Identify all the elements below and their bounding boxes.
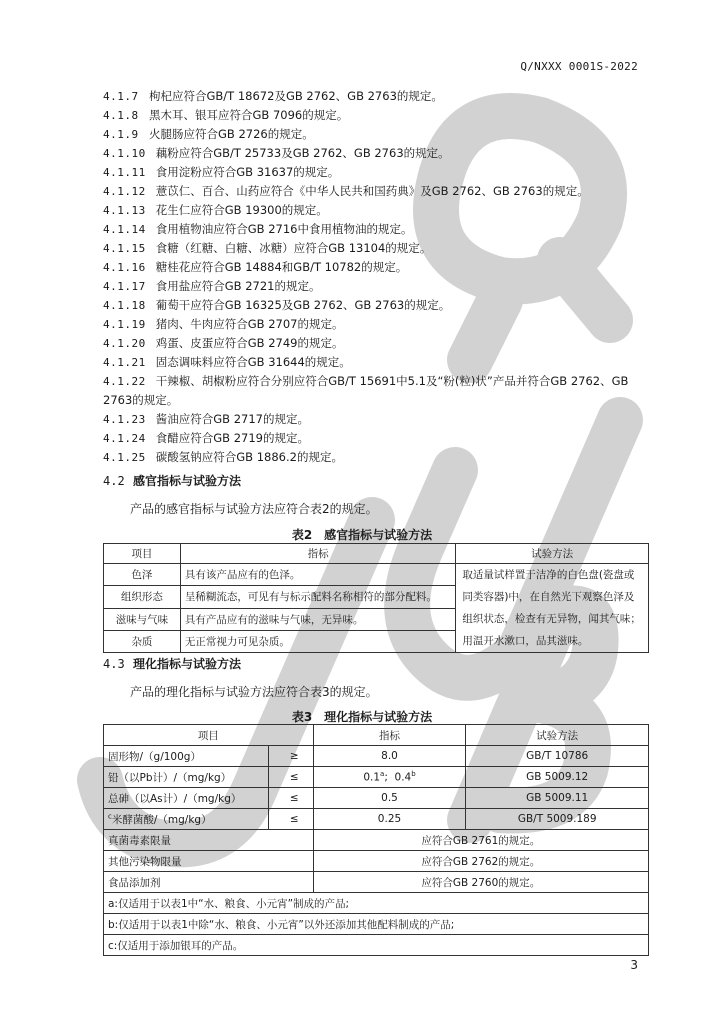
table-row bbox=[104, 851, 649, 872]
clause-item bbox=[103, 277, 663, 296]
clause-text: 碳酸氢钠应符合GB 1886.2的规定。 bbox=[155, 450, 343, 464]
clause-text: 食用植物油应符合GB 2716中食用植物油的规定。 bbox=[155, 222, 413, 236]
item-cell: 杂质 bbox=[104, 630, 181, 652]
section-number: 4.3 bbox=[103, 657, 125, 671]
indicator-cell: 0.1$^a$; 0.4$^b$ bbox=[313, 767, 466, 788]
clause-item bbox=[103, 87, 663, 106]
table-note: c:仅适用于添加银耳的产品。 bbox=[104, 935, 649, 956]
table-row bbox=[104, 872, 649, 893]
section-title: 感官指标与试验方法 bbox=[133, 474, 242, 488]
table-row bbox=[104, 830, 649, 851]
table-note: a:仅适用于以表1中“水、粮食、小元宵”制成的产品; bbox=[104, 893, 649, 914]
table-caption: 表2 感官指标与试验方法 bbox=[291, 528, 433, 542]
clause-number: 4.1.22 bbox=[103, 375, 146, 388]
item-cell: 色泽 bbox=[104, 564, 181, 586]
footnote-marker: a bbox=[380, 770, 385, 779]
indicator-value: 0.1 bbox=[363, 771, 381, 784]
clause-item bbox=[103, 220, 663, 239]
requirement-cell: 应符合GB 2761的规定。 bbox=[313, 830, 648, 851]
clause-text: 酱油应符合GB 2717的规定。 bbox=[155, 412, 309, 426]
section-intro: 产品的理化指标与试验方法应符合表3的规定。 bbox=[130, 685, 378, 699]
clause-item bbox=[103, 448, 663, 467]
clause-text: 干辣椒、胡椒粉应符合分别应符合GB/T 15691中5.1及“粉(粒)状”产品并符合GB 2762、GB 2763的规定。 bbox=[103, 374, 629, 407]
clause-number: 4.1.7 bbox=[103, 90, 139, 103]
table-row bbox=[104, 809, 649, 830]
item-cell: 真菌毒素限量 bbox=[104, 830, 314, 851]
clause-item bbox=[103, 296, 663, 315]
indicator-cell: 呈稀糊流态，可见有与标示配料名称相符的部分配料。 bbox=[180, 586, 455, 608]
indicator-cell: 无正常视力可见杂质。 bbox=[180, 630, 455, 652]
section-number: 4.2 bbox=[103, 474, 125, 488]
indicator-cell: 0.5 bbox=[313, 788, 466, 809]
indicator-cell: 具有该产品应有的色泽。 bbox=[180, 564, 455, 586]
document-code: Q/NXXX 0001S-2022 bbox=[520, 60, 638, 73]
item-cell bbox=[104, 809, 269, 830]
clause-text: 食糖（红糖、白糖、冰糖）应符合GB 13104的规定。 bbox=[155, 241, 432, 255]
clause-number: 4.1.9 bbox=[103, 128, 139, 141]
method-cell: GB 5009.12 bbox=[466, 767, 649, 788]
header-cell: 指标 bbox=[180, 544, 455, 564]
indicator-value: 0.4 bbox=[394, 771, 412, 784]
clause-item bbox=[103, 163, 663, 182]
indicator-cell: 8.0 bbox=[313, 746, 466, 767]
clause-number: 4.1.25 bbox=[103, 451, 146, 464]
clause-text: 糖桂花应符合GB 14884和GB/T 10782的规定。 bbox=[155, 260, 408, 274]
clause-text: 食用淀粉应符合GB 31637的规定。 bbox=[155, 165, 340, 179]
clause-item bbox=[103, 429, 663, 448]
item-cell: 其他污染物限量 bbox=[104, 851, 314, 872]
clause-number: 4.1.11 bbox=[103, 166, 146, 179]
clause-text: 固态调味料应符合GB 31644的规定。 bbox=[155, 355, 351, 369]
clause-text: 藕粉应符合GB/T 25733及GB 2762、GB 2763的规定。 bbox=[155, 146, 450, 160]
clause-item bbox=[103, 201, 663, 220]
clause-item bbox=[103, 144, 663, 163]
indicator-cell: 具有产品应有的滋味与气味，无异味。 bbox=[180, 608, 455, 630]
requirement-cell: 应符合GB 2760的规定。 bbox=[313, 872, 648, 893]
clause-text: 枸杞应符合GB/T 18672及GB 2762、GB 2763的规定。 bbox=[149, 89, 443, 103]
table-row bbox=[104, 767, 649, 788]
clause-item bbox=[103, 258, 663, 277]
clause-item bbox=[103, 372, 648, 410]
clause-number: 4.1.12 bbox=[103, 185, 146, 198]
item-cell: 组织形态 bbox=[104, 586, 181, 608]
table-row bbox=[104, 746, 649, 767]
clause-number: 4.1.18 bbox=[103, 299, 146, 312]
section-heading-4-2 bbox=[103, 472, 241, 489]
clause-number: 4.1.21 bbox=[103, 356, 146, 369]
physicochemical-table bbox=[103, 724, 649, 956]
footnote-marker: b bbox=[411, 770, 416, 779]
item-cell: 滋味与气味 bbox=[104, 608, 181, 630]
clause-text: 食用盐应符合GB 2721的规定。 bbox=[155, 279, 321, 293]
clause-number: 4.1.17 bbox=[103, 280, 146, 293]
header-cell: 项目 bbox=[104, 544, 181, 564]
clause-text: 花生仁应符合GB 19300的规定。 bbox=[155, 203, 328, 217]
item-cell: 总砷（以As计）/（mg/kg） bbox=[104, 788, 269, 809]
header-cell: 试验方法 bbox=[466, 725, 649, 746]
clause-number: 4.1.10 bbox=[103, 147, 146, 160]
clause-number: 4.1.20 bbox=[103, 337, 146, 350]
clause-number: 4.1.13 bbox=[103, 204, 146, 217]
table-note-row bbox=[104, 914, 649, 935]
clause-list bbox=[103, 87, 663, 467]
item-cell: 食品添加剂 bbox=[104, 872, 314, 893]
header-cell: 项目 bbox=[104, 725, 314, 746]
clause-item bbox=[103, 334, 663, 353]
table-row bbox=[104, 564, 649, 586]
clause-item bbox=[103, 125, 663, 144]
table-row bbox=[104, 788, 649, 809]
section-heading-4-3 bbox=[103, 655, 241, 672]
clause-text: 鸡蛋、皮蛋应符合GB 2749的规定。 bbox=[155, 336, 344, 350]
clause-text: 猪肉、牛肉应符合GB 2707的规定。 bbox=[155, 317, 344, 331]
clause-item bbox=[103, 315, 663, 334]
item-cell: 铅（以Pb计）/（mg/kg） bbox=[104, 767, 269, 788]
header-cell: 指标 bbox=[313, 725, 466, 746]
item-label: 米酵菌酸/（mg/kg） bbox=[111, 813, 212, 826]
clause-number: 4.1.23 bbox=[103, 413, 146, 426]
clause-number: 4.1.14 bbox=[103, 223, 146, 236]
section-intro: 产品的感官指标与试验方法应符合表2的规定。 bbox=[130, 502, 378, 516]
footnote-marker: c bbox=[108, 812, 112, 820]
clause-text: 葡萄干应符合GB 16325及GB 2762、GB 2763的规定。 bbox=[155, 298, 451, 312]
clause-item bbox=[103, 106, 663, 125]
table-caption: 表3 理化指标与试验方法 bbox=[291, 710, 433, 724]
table-note: b:仅适用于以表1中除“水、粮食、小元宵”以外还添加其他配料制成的产品; bbox=[104, 914, 649, 935]
table-note-row bbox=[104, 935, 649, 956]
header-cell: 试验方法 bbox=[456, 544, 649, 564]
clause-number: 4.1.15 bbox=[103, 242, 146, 255]
clause-text: 薏苡仁、百合、山药应符合《中华人民共和国药典》及GB 2762、GB 2763的规定。 bbox=[155, 184, 589, 198]
section-title: 理化指标与试验方法 bbox=[133, 657, 242, 671]
clause-text: 火腿肠应符合GB 2726的规定。 bbox=[149, 127, 314, 141]
clause-item bbox=[103, 182, 663, 201]
sensory-table bbox=[103, 543, 649, 653]
clause-text: 黑木耳、银耳应符合GB 7096的规定。 bbox=[149, 108, 349, 122]
clause-number: 4.1.19 bbox=[103, 318, 146, 331]
indicator-cell: 0.25 bbox=[313, 809, 466, 830]
method-cell: GB/T 10786 bbox=[466, 746, 649, 767]
method-cell: 取适量试样置于洁净的白色盘(瓷盘或同类容器)中，在自然光下观察色泽及组织状态，检查有无异物，闻其气味；用温开水漱口，品其滋味。 bbox=[456, 564, 649, 653]
item-cell: 固形物/（g/100g） bbox=[104, 746, 269, 767]
clause-item bbox=[103, 239, 663, 258]
clause-number: 4.1.8 bbox=[103, 109, 139, 122]
method-cell: GB/T 5009.189 bbox=[466, 809, 649, 830]
method-cell: GB 5009.11 bbox=[466, 788, 649, 809]
clause-number: 4.1.16 bbox=[103, 261, 146, 274]
comparison-symbol: ≤ bbox=[268, 788, 313, 809]
clause-item bbox=[103, 410, 663, 429]
requirement-cell: 应符合GB 2762的规定。 bbox=[313, 851, 648, 872]
table-header-row bbox=[104, 725, 649, 746]
page-number: 3 bbox=[630, 958, 638, 972]
comparison-symbol: ≥ bbox=[268, 746, 313, 767]
clause-number: 4.1.24 bbox=[103, 432, 146, 445]
clause-text: 食醋应符合GB 2719的规定。 bbox=[155, 431, 309, 445]
clause-item bbox=[103, 353, 663, 372]
comparison-symbol: ≤ bbox=[268, 809, 313, 830]
table-header-row bbox=[104, 544, 649, 564]
comparison-symbol: ≤ bbox=[268, 767, 313, 788]
table-note-row bbox=[104, 893, 649, 914]
